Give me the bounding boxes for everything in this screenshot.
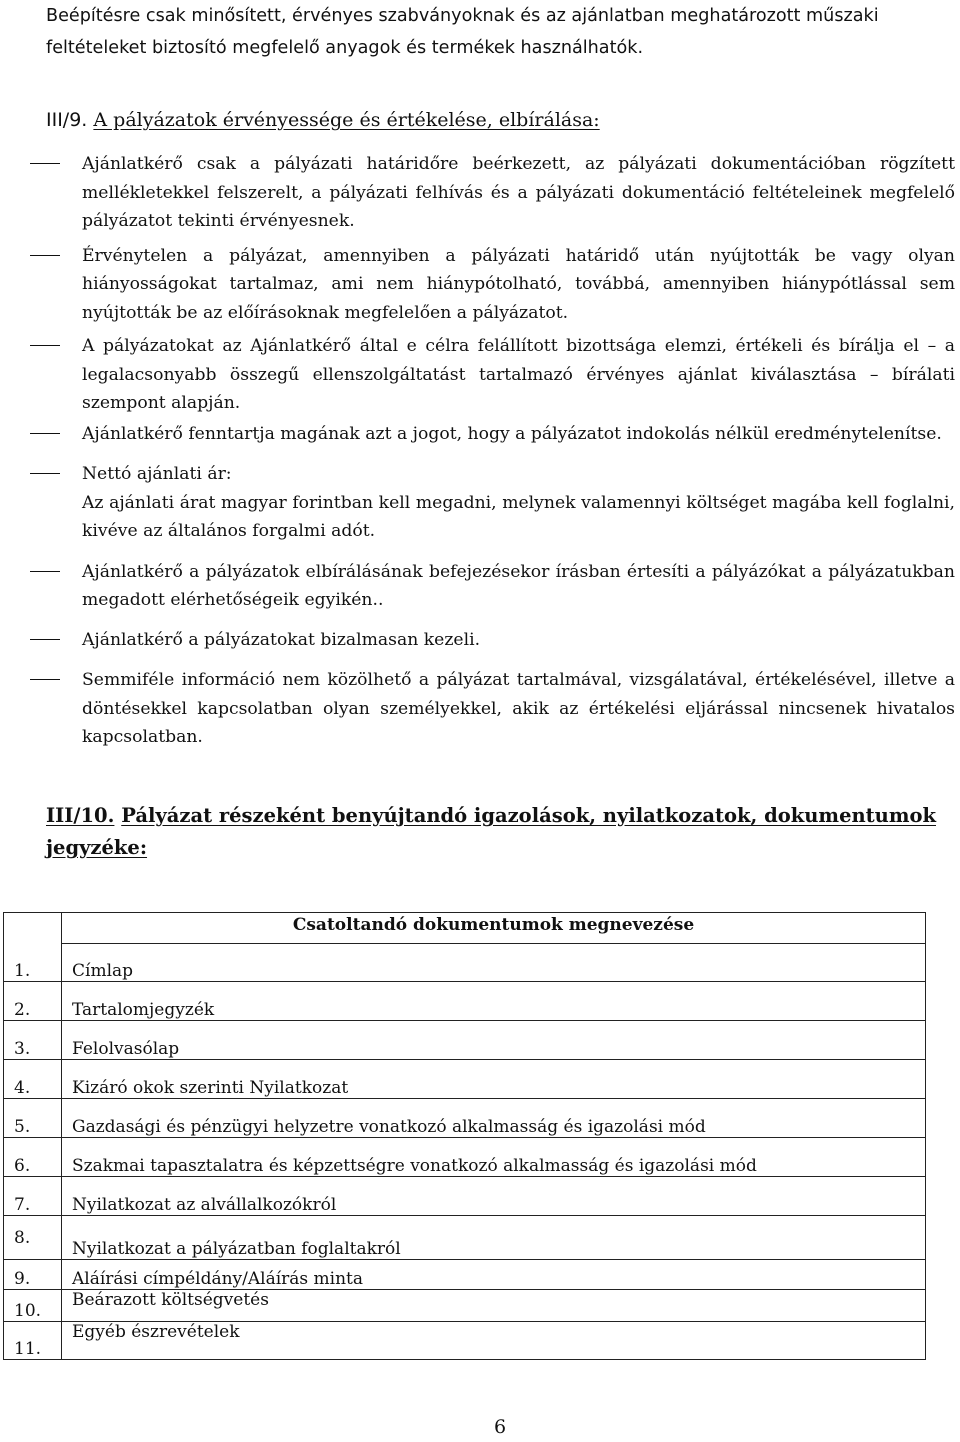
row-text: Aláírási címpéldány/Aláírás minta [62, 1260, 926, 1290]
row-number: 3. [4, 1021, 62, 1060]
row-text: Gazdasági és pénzügyi helyzetre vonatkozó alkalmasság és igazolási mód [62, 1099, 926, 1138]
table-header-row [4, 913, 926, 944]
dash-icon [30, 571, 60, 572]
bullet-item [0, 558, 955, 615]
row-text: Tartalomjegyzék [62, 982, 926, 1021]
table-row [4, 1290, 926, 1322]
table-row [4, 1260, 926, 1290]
section-9-title: A pályázatok érvényessége és értékelése, elbírálása: [93, 109, 600, 131]
table-row [4, 1138, 926, 1177]
bullet-text: Semmiféle információ nem közölhető a pályázat tartalmával, vizsgálatával, értékelésével, illetve a döntésekkel kapcsolatban olyan személyekkel, akik az értékelési eljárással nincsenek hivatalos kapcsolatban. [82, 670, 955, 747]
section-10-title: Pályázat részeként benyújtandó igazolások, nyilatkozatok, dokumentumok jegyzéke: [46, 804, 936, 859]
bullet-text: A pályázatokat az Ajánlatkérő által e célra felállított bizottsága elemzi, értékeli és bírálja el – a legalacsonyabb összegű ellenszolgáltatást tartalmazó érvényes ajánlat kiválasztása – bírálati szempont alapján. [82, 336, 955, 413]
bullet-item [0, 332, 955, 418]
row-text: Egyéb észrevételek [62, 1322, 926, 1360]
dash-icon [30, 679, 60, 680]
intro-paragraph: Beépítésre csak minősített, érvényes szabványoknak és az ajánlatban meghatározott műszaki feltételeket biztosító megfelelő anyagok és termékek használhatók. [46, 6, 879, 58]
row-number: 8. [4, 1216, 62, 1260]
section-9-bullet-list [0, 150, 960, 752]
table-header: Csatoltandó dokumentumok megnevezése [62, 913, 926, 944]
bullet-item [0, 242, 955, 328]
table-row [4, 1021, 926, 1060]
page-number: 6 [493, 1416, 507, 1438]
dash-icon [30, 255, 60, 256]
section-9-heading [46, 104, 946, 136]
bullet-text: Nettó ajánlati ár: [82, 464, 232, 484]
bullet-item [0, 460, 955, 546]
price-note: Az ajánlati árat magyar forintban kell megadni, melynek valamennyi költséget magába kell foglalni, kivéve az általános forgalmi adót. [82, 492, 955, 541]
bullet-item [0, 666, 955, 752]
row-number: 4. [4, 1060, 62, 1099]
dash-icon [30, 433, 60, 434]
table-row [4, 1322, 926, 1360]
table-row [4, 1216, 926, 1260]
row-text: Felolvasólap [62, 1021, 926, 1060]
dash-icon [30, 163, 60, 164]
row-text: Nyilatkozat az alvállalkozókról [62, 1177, 926, 1216]
row-number: 9. [4, 1260, 62, 1290]
bullet-text: Ajánlatkérő a pályázatokat bizalmasan kezeli. [82, 629, 481, 650]
bullet-text: Ajánlatkérő fenntartja magának azt a jogot, hogy a pályázatot indokolás nélkül eredménytelenítse. [82, 423, 942, 444]
dash-icon [30, 473, 60, 474]
documents-table [3, 912, 926, 1360]
row-text: Nyilatkozat a pályázatban foglaltakról [62, 1216, 926, 1260]
row-text: Kizáró okok szerinti Nyilatkozat [62, 1060, 926, 1099]
table-row [4, 1060, 926, 1099]
bullet-text: Érvénytelen a pályázat, amennyiben a pályázati határidő után nyújtották be vagy olyan hiányosságokat tartalmaz, ami nem hiánypótolható, továbbá, amennyiben hiánypótlással sem nyújtották be az előírásoknak megfelelően a pályázatot. [82, 245, 955, 323]
section-10-heading [46, 800, 956, 864]
table-row [4, 1099, 926, 1138]
bullet-text: Ajánlatkérő a pályázatok elbírálásának befejezésekor írásban értesíti a pályázókat a pályázatukban megadott elérhetőségeik egyikén.. [82, 561, 955, 610]
table-row [4, 1177, 926, 1216]
row-number: 1. [4, 944, 62, 982]
bullet-item [0, 626, 955, 655]
table-row [4, 982, 926, 1021]
row-number: 10. [4, 1290, 62, 1322]
dash-icon [30, 639, 60, 640]
row-text: Beárazott költségvetés [62, 1290, 926, 1322]
row-text: Címlap [62, 944, 926, 982]
row-text: Szakmai tapasztalatra és képzettségre vonatkozó alkalmasság és igazolási mód [62, 1138, 926, 1177]
section-10-number: III/10. [46, 804, 115, 827]
section-9-number: III/9. [46, 109, 88, 131]
bullet-item [0, 150, 955, 236]
row-number: 11. [4, 1322, 62, 1360]
row-number: 7. [4, 1177, 62, 1216]
bullet-item [0, 420, 955, 449]
dash-icon [30, 345, 60, 346]
table-header-blank [4, 913, 62, 944]
row-number: 6. [4, 1138, 62, 1177]
row-number: 2. [4, 982, 62, 1021]
bullet-text: Ajánlatkérő csak a pályázati határidőre beérkezett, az pályázati dokumentációban rögzített mellékletekkel felszerelt, a pályázati felhívás és a pályázati dokumentáció feltételeinek megfelelő pályázatot tekinti érvényesnek. [82, 154, 955, 231]
row-number: 5. [4, 1099, 62, 1138]
table-row [4, 944, 926, 982]
